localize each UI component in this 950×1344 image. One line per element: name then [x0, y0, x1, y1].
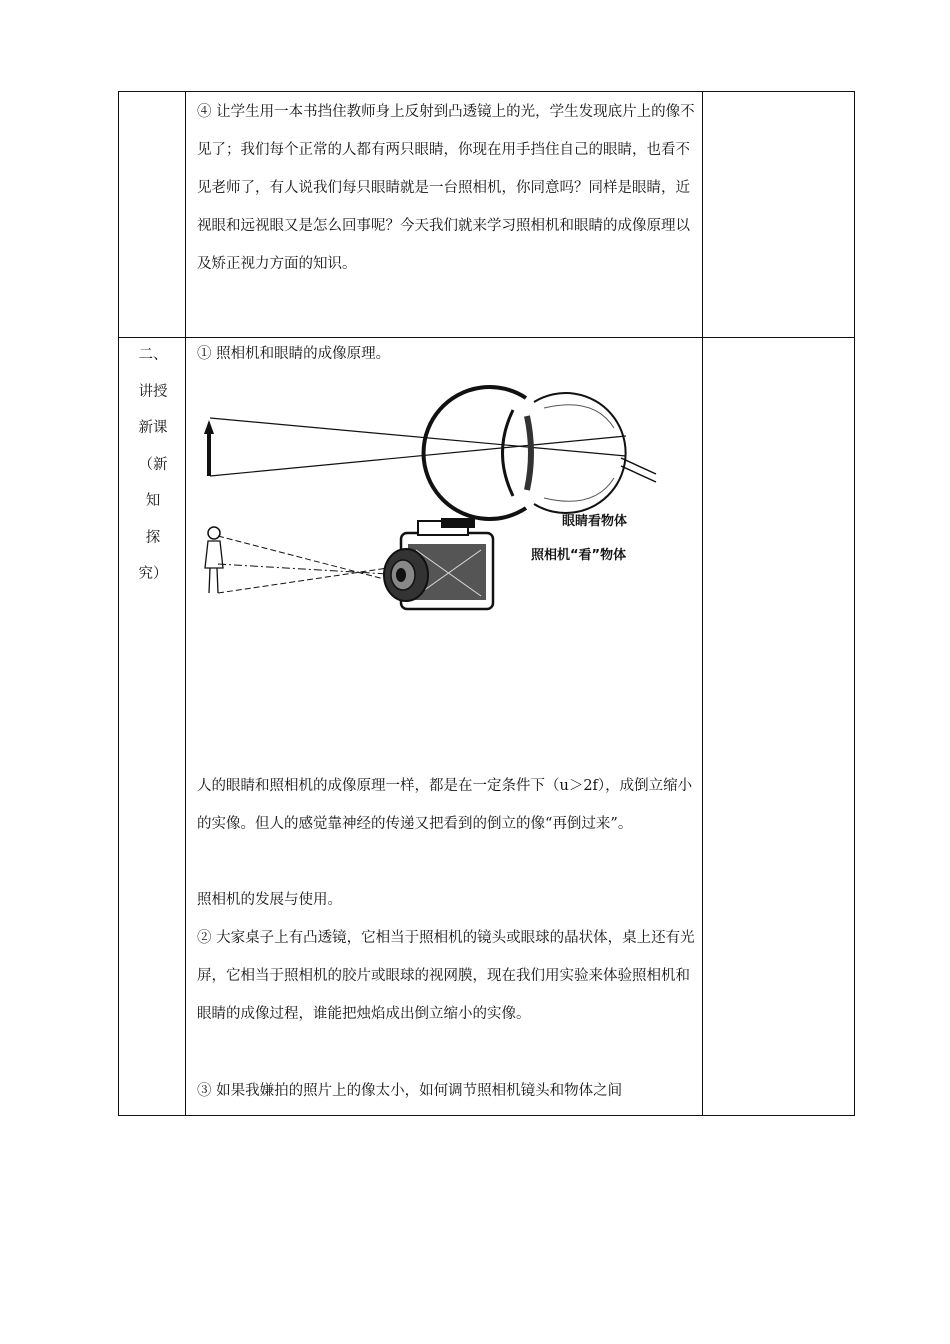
section-label-line: 二、	[138, 347, 168, 363]
section-label-line: （新	[138, 456, 168, 473]
section-label-line: 讲授	[138, 383, 168, 400]
experiment-paragraph: ② 大家桌子上有凸透镜，它相当于照相机的镜头或眼球的晶状体，桌上还有光屏，它相当于照相机的胶片或眼球的视网膜，现在我们用实验来体验照相机和眼睛的成像过程，谁能把烛焰成出倒立缩小的实像。	[197, 930, 695, 1022]
lesson-table	[118, 91, 855, 1116]
eye-caption: 眼睛看物体	[562, 514, 628, 529]
section-heading: ① 照相机和眼睛的成像原理。	[197, 346, 391, 362]
row1-paragraph: ④ 让学生用一本书挡住教师身上反射到凸透镜上的光，学生发现底片上的像不见了；我们每个正常的人都有两只眼睛，你现在用手挡住自己的眼睛，也看不见老师了，有人说我们每只眼睛就是一台照相机，你同意吗？同样是眼睛，近视眼和远视眼又是怎么回事呢？今天我们就来学习照相机和眼睛的成像原理以及矫正视力方面的知识。	[197, 104, 695, 272]
principle-paragraph: 人的眼睛和照相机的成像原理一样，都是在一定条件下（u＞2f），成倒立缩小的实像。但人的感觉靠神经的传递又把看到的倒立的像“再倒过来”。	[197, 778, 693, 832]
development-line: 照相机的发展与使用。	[197, 892, 342, 908]
row1-notes-cell	[702, 91, 855, 338]
row2-label-cell	[118, 337, 186, 1116]
eye-diagram	[204, 387, 656, 529]
section-label-line: 新课	[138, 420, 168, 436]
section-label-line: 探	[145, 529, 161, 546]
row1-label-cell	[118, 91, 186, 338]
row1-content-cell	[185, 91, 703, 338]
row2-notes-cell	[702, 337, 855, 1116]
optics-figure	[196, 368, 676, 638]
camera-caption: 照相机“看”物体	[531, 548, 627, 563]
camera-diagram	[205, 518, 626, 609]
section-label-line: 究）	[138, 566, 168, 582]
row2-content-cell	[185, 337, 703, 1116]
section-label	[119, 337, 187, 593]
section-label-line: 知	[145, 493, 161, 509]
adjust-paragraph: ③ 如果我嫌拍的照片上的像太小，如何调节照相机镜头和物体之间	[197, 1083, 623, 1099]
